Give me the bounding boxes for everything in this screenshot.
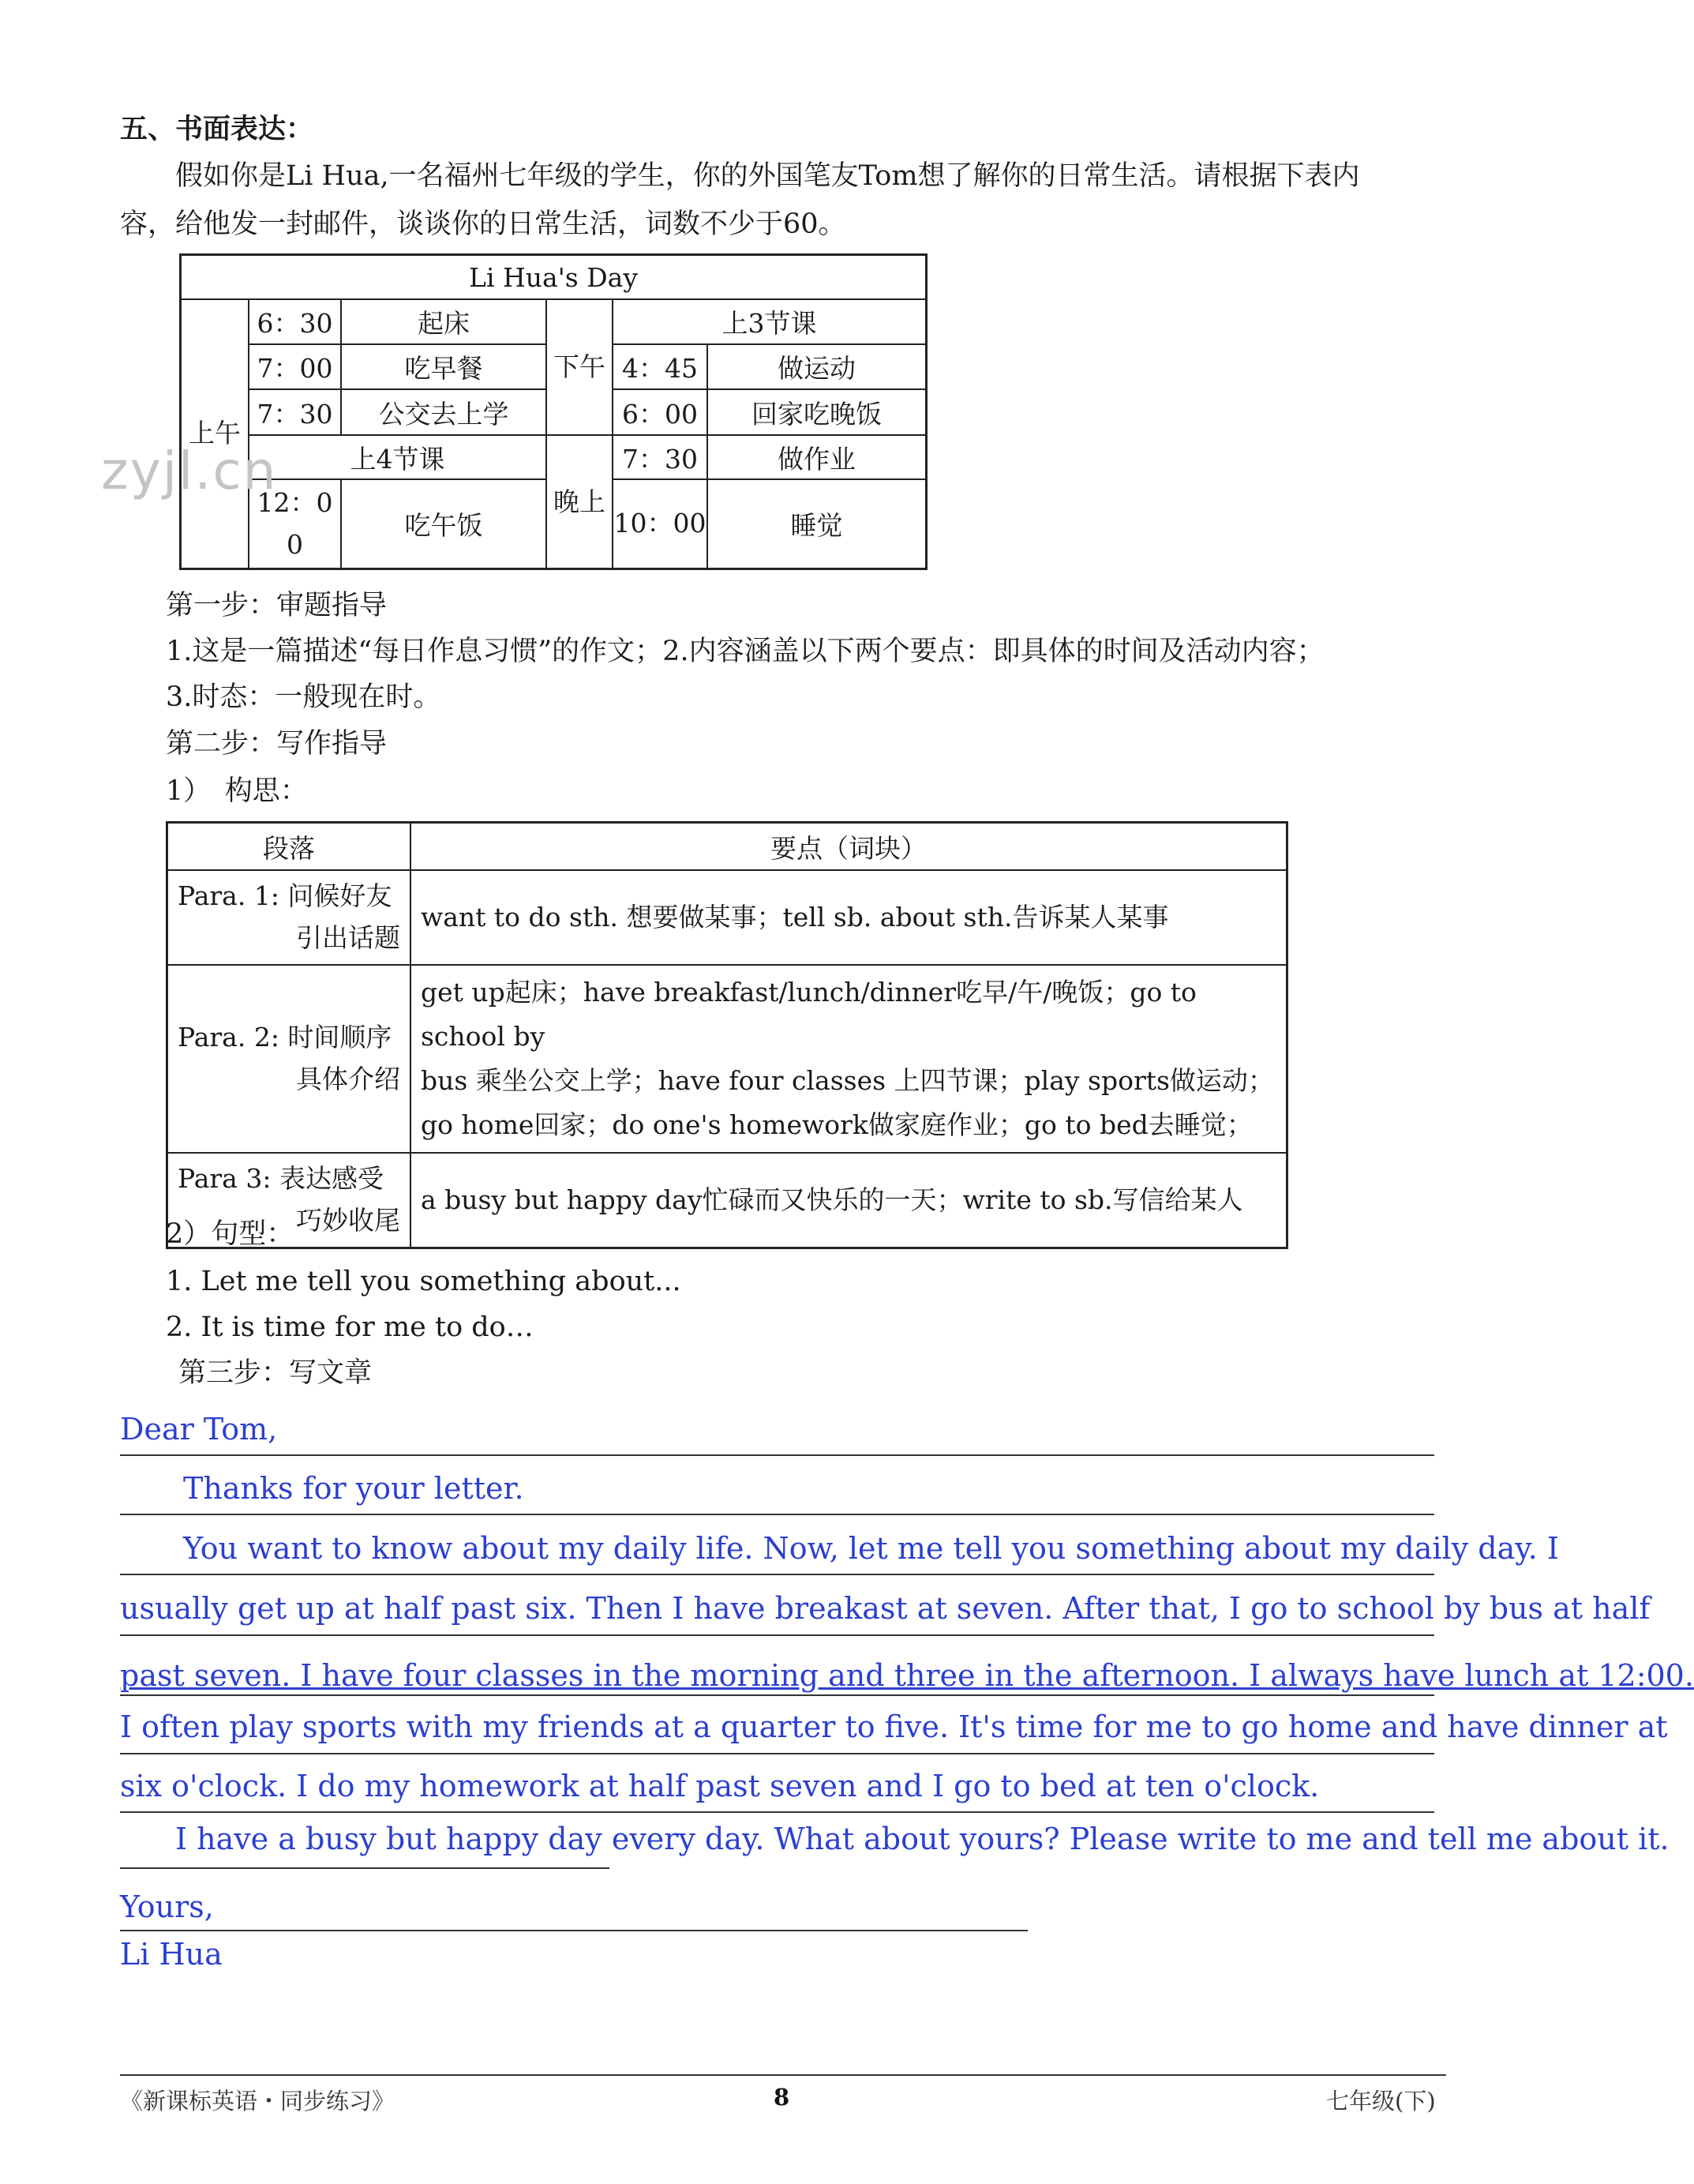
outline-header: 段落: [167, 823, 411, 871]
writing-line: [120, 1930, 1028, 1931]
schedule-time: 12：00: [249, 479, 341, 569]
sub-heading-1: 1） 构思：: [166, 775, 308, 807]
outline-paragraph: [167, 870, 411, 965]
point-line: a busy but happy day忙碌而又快乐的一天；write to sb.写信给某人: [421, 1184, 1243, 1215]
schedule-activity: 做作业: [707, 435, 927, 479]
letter-closing: Yours,: [120, 1889, 214, 1924]
schedule-activity: 起床: [341, 299, 546, 344]
schedule-activity: 回家吃晚饭: [707, 389, 927, 435]
schedule-time: 7：00: [249, 344, 341, 389]
para-line-2: 引出话题: [296, 921, 400, 953]
para-line-2: 具体介绍: [296, 1063, 400, 1094]
step-1-heading: 第一步：审题指导: [166, 590, 388, 621]
footer-rule: [120, 2074, 1446, 2076]
sub-heading-2: 2）句型：: [166, 1218, 294, 1250]
schedule-time: 10：00: [613, 479, 707, 569]
letter-line: past seven. I have four classes in the morning and three in the afternoon. I always have lunch at 12:00.: [120, 1658, 1694, 1693]
prompt-line-2: 容，给他发一封邮件，谈谈你的日常生活，词数不少于60。: [120, 208, 846, 240]
schedule-table: [179, 253, 928, 570]
schedule-time: 6：30: [249, 299, 341, 344]
writing-line: [120, 1634, 1434, 1636]
step-1-text-2: 3.时态：一般现在时。: [166, 681, 441, 713]
section-heading: 五、书面表达：: [120, 113, 314, 145]
outline-paragraph: [167, 965, 411, 1153]
prompt-line-1: 假如你是Li Hua,一名福州七年级的学生，你的外国笔友Tom想了解你的日常生活。请根据下表内: [175, 160, 1360, 192]
schedule-activity: 做运动: [707, 344, 927, 389]
step-3-heading: 第三步：写文章: [178, 1357, 373, 1389]
letter-line: Thanks for your letter.: [183, 1471, 524, 1506]
letter-greeting: Dear Tom,: [120, 1412, 278, 1447]
schedule-time: 7：30: [613, 435, 707, 479]
schedule-time: 4：45: [613, 344, 707, 389]
afternoon-classes: 上3节课: [613, 299, 927, 344]
evening-label: 晚上: [546, 435, 613, 569]
outline-points: [410, 965, 1287, 1153]
writing-line: [120, 1694, 1434, 1696]
footer-book-title: 《新课标英语・同步练习》: [120, 2088, 395, 2115]
letter-line: six o'clock. I do my homework at half past seven and I go to bed at ten o'clock.: [120, 1769, 1320, 1803]
writing-line: [120, 1867, 609, 1869]
schedule-time: 6：00: [613, 389, 707, 435]
pattern-2: 2. It is time for me to do…: [166, 1312, 534, 1343]
letter-line: usually get up at half past six. Then I have breakast at seven. After that, I go to school by bus at half: [120, 1591, 1651, 1626]
para-line-1: Para. 2: 时间顺序: [178, 1021, 392, 1053]
writing-line: [120, 1454, 1434, 1456]
schedule-activity: 吃午饭: [341, 479, 546, 569]
outline-header: 要点（词块）: [410, 823, 1287, 871]
watermark: zyjl.cn: [101, 441, 278, 501]
schedule-activity: 吃早餐: [341, 344, 546, 389]
letter-line: I often play sports with my friends at a quarter to five. It's time for me to go home and have dinner at: [120, 1709, 1668, 1744]
outline-points: [410, 870, 1287, 965]
morning-label: 上午: [181, 299, 249, 569]
letter-signature: Li Hua: [120, 1937, 223, 1972]
page-number: 8: [774, 2084, 790, 2111]
writing-line: [120, 1514, 1434, 1515]
footer-grade: 七年级(下): [1326, 2088, 1436, 2115]
pattern-1: 1. Let me tell you something about...: [166, 1266, 681, 1297]
step-1-text-1: 1.这是一篇描述“每日作息习惯”的作文；2.内容涵盖以下两个要点：即具体的时间及活动内容；: [166, 636, 1325, 667]
writing-line: [120, 1753, 1434, 1754]
point-line: get up起床；have breakfast/lunch/dinner吃早/午/晚饭；go to school by: [421, 976, 1197, 1052]
morning-classes: 上4节课: [249, 435, 546, 479]
schedule-activity: 公交去上学: [341, 389, 546, 435]
point-line: want to do sth. 想要做某事；tell sb. about sth.告诉某人某事: [421, 901, 1169, 933]
letter-line: You want to know about my daily life. Now, let me tell you something about my daily day. I: [183, 1531, 1559, 1566]
step-2-heading: 第二步：写作指导: [166, 728, 388, 760]
para-line-1: Para. 1: 问候好友: [178, 880, 392, 911]
writing-line: [120, 1811, 1434, 1813]
point-line: bus 乘坐公交上学；have four classes 上四节课；play sports做运动；: [421, 1064, 1274, 1096]
para-line-2: 巧妙收尾: [296, 1204, 400, 1236]
schedule-time: 7：30: [249, 389, 341, 435]
afternoon-label: 下午: [546, 299, 613, 435]
writing-line: [120, 1574, 1434, 1575]
point-line: go home回家；do one's homework做家庭作业；go to bed去睡觉；: [421, 1109, 1253, 1140]
schedule-title: Li Hua's Day: [181, 255, 927, 300]
outline-table: [166, 821, 1288, 1249]
letter-line: I have a busy but happy day every day. What about yours? Please write to me and tell me about it.: [175, 1822, 1670, 1856]
outline-points: [410, 1153, 1287, 1248]
para-line-1: Para 3: 表达感受: [178, 1162, 384, 1194]
schedule-activity: 睡觉: [707, 479, 927, 569]
